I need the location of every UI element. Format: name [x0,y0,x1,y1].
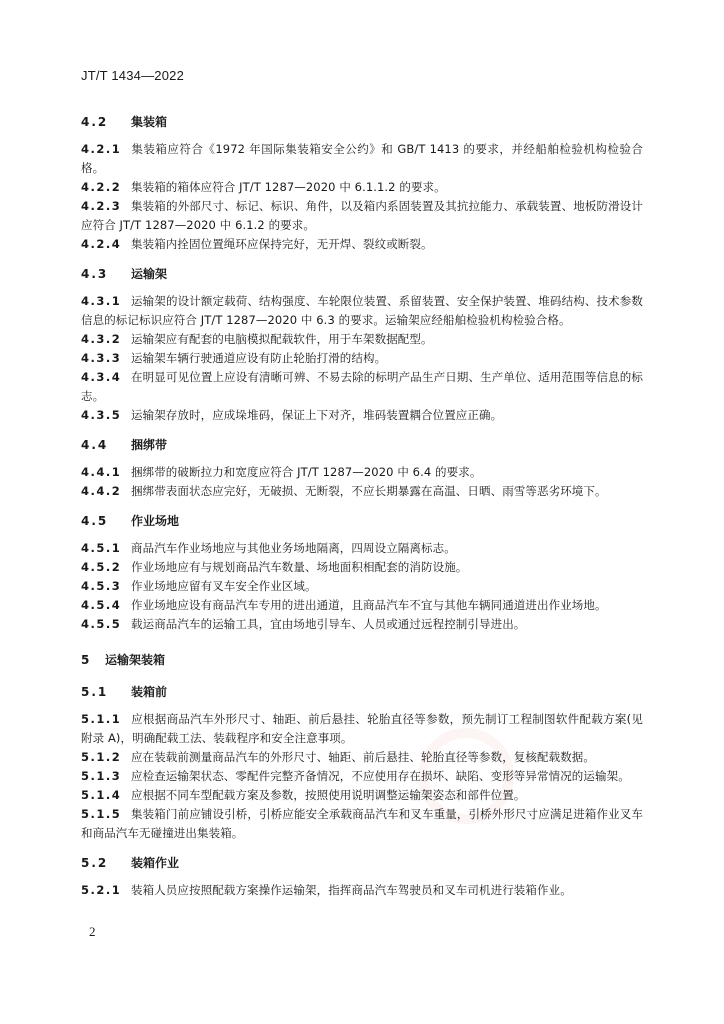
clause: 5.1.2 应在装载前测量商品汽车的外形尺寸、轴距、前后悬挂、轮胎直径等参数，复核配载数据。 [81,750,595,764]
clause: 4.3.3 运输架车辆行驶通道应设有防止轮胎打滑的结构。 [81,351,387,365]
section-heading: 5.1 装箱前 [81,685,168,699]
clause: 4.4.1 捆绑带的破断拉力和宽度应符合 JT/T 1287—2020 中 6.4 的要求。 [81,465,482,479]
clause: 4.3.2 运输架应有配套的电脑模拟配载软件，用于车架数据配型。 [81,332,433,346]
clause: 4.5.4 作业场地应设有商品汽车专用的进出通道，且商品汽车不宜与其他车辆同通道进出作业场地。 [81,598,607,612]
clause: 5.1.4 应根据不同车型配载方案及参数，按照使用说明调整运输架姿态和部件位置。 [81,788,526,802]
clause: 4.4.2 捆绑带表面状态应完好，无破损、无断裂，不应长期暴露在高温、日晒、雨雪等恶劣环境下。 [81,484,607,498]
clause: 4.2.2 集装箱的箱体应符合 JT/T 1287—2020 中 6.1.1.2 的要求。 [81,180,446,194]
standard-code: JT/T 1434—2022 [81,68,185,83]
clause: 5.1.1 应根据商品汽车外形尺寸、轴距、前后悬挂、轮胎直径等参数，预先制订工程制图软件配载方案(见附录 A)，明确配载工法、装载程序和安全注意事项。 [81,712,643,745]
clause: 4.2.1 集装箱应符合《1972 年国际集装箱安全公约》和 GB/T 1413 的要求，并经船舶检验机构检验合格。 [81,142,643,175]
clause: 4.5.1 商品汽车作业场地应与其他业务场地隔离，四周设立隔离标志。 [81,541,456,555]
clause: 5.2.1 装箱人员应按照配载方案操作运输架，指挥商品汽车驾驶员和叉车司机进行装箱作业。 [81,883,572,897]
clause: 4.3.5 运输架存放时，应成垛堆码，保证上下对齐，堆码装置耦合位置应正确。 [81,408,503,422]
clause: 4.5.3 作业场地应留有叉车安全作业区域。 [81,579,317,593]
clause: 4.3.1 运输架的设计额定载荷、结构强度、车轮限位装置、系留装置、安全保护装置、堆码结构、技术参数信息的标记标识应符合 JT/T 1287—2020 中 6.3 的要求。运输架应经船舶检验机构检验合格。 [81,294,643,327]
chapter-heading: 5 运输架装箱 [81,653,166,667]
clause: 5.1.5 集装箱门前应铺设引桥，引桥应能安全承载商品汽车和叉车重量，引桥外形尺寸应满足进箱作业叉车和商品汽车无碰撞进出集装箱。 [81,807,643,840]
clause: 4.3.4 在明显可见位置上应设有清晰可辨、不易去除的标明产品生产日期、生产单位、适用范围等信息的标志。 [81,370,643,403]
clause: 4.2.3 集装箱的外部尺寸、标记、标识、角件，以及箱内系固装置及其抗拉能力、承载装置、地板防滑设计应符合 JT/T 1287—2020 中 6.1.2 的要求。 [81,199,643,232]
clause: 4.5.5 载运商品汽车的运输工具，宜由场地引导车、人员或通过远程控制引导进出。 [81,617,526,631]
clause: 5.1.3 应检查运输架状态、零配件完整齐备情况，不应使用存在损坏、缺陷、变形等异常情况的运输架。 [81,769,630,783]
clause: 4.2.4 集装箱内拴固位置绳环应保持完好，无开焊、裂纹或断裂。 [81,237,433,251]
section-heading: 4.3 运输架 [81,267,168,281]
clause: 4.5.2 作业场地应有与规划商品汽车数量、场地面积相配套的消防设施。 [81,560,468,574]
document-body [81,110,643,900]
page-number: 2 [89,924,96,939]
section-heading: 5.2 装箱作业 [81,856,180,870]
section-heading: 4.5 作业场地 [81,514,180,528]
section-heading: 4.4 捆绑带 [81,438,168,452]
section-heading: 4.2 集装箱 [81,115,168,129]
